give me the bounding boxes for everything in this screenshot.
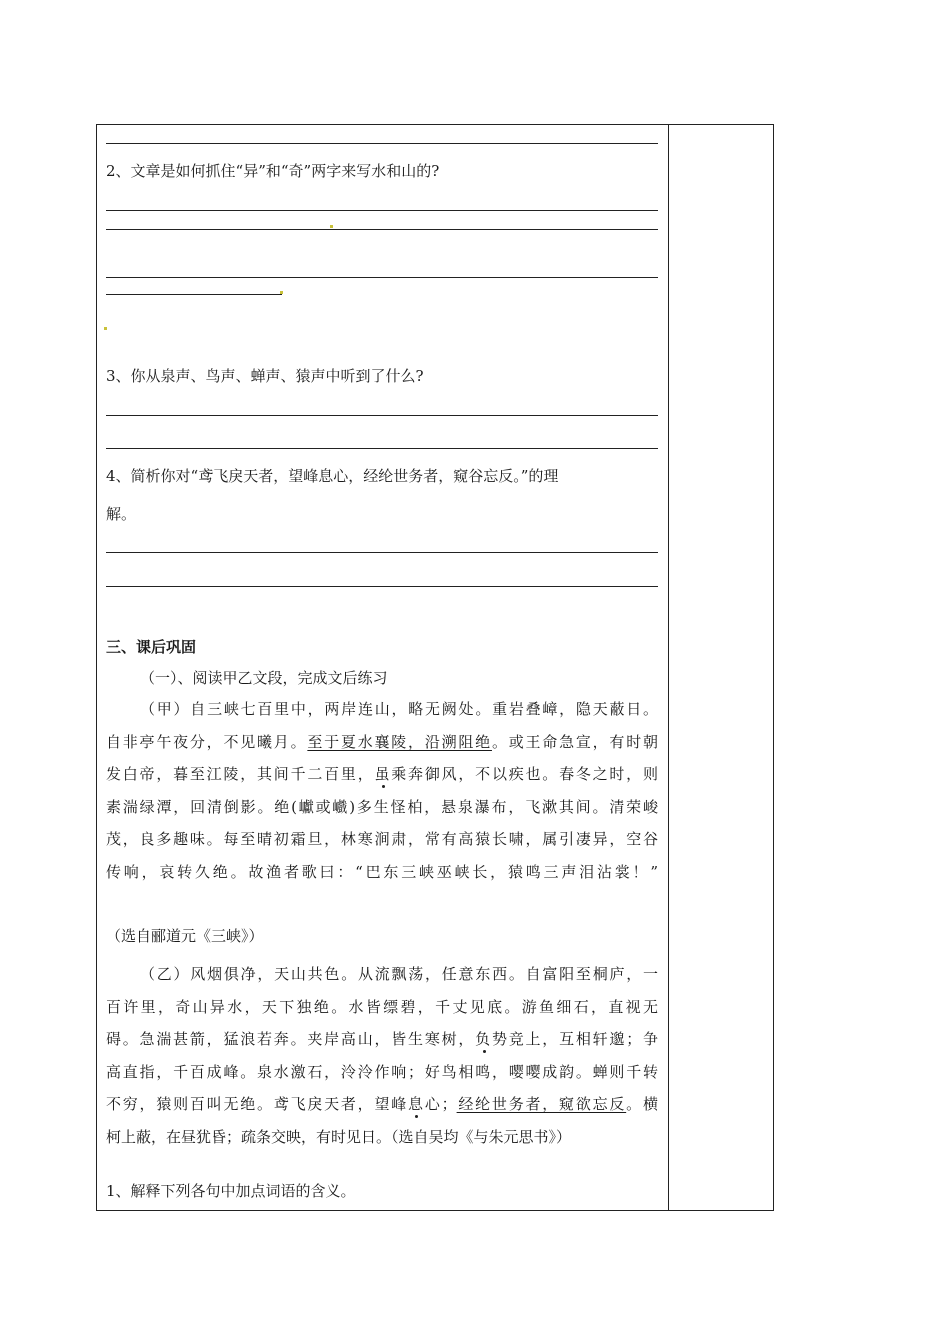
passage-line: 茂，良多趣味。每至晴初霜旦，林寒涧肃，常有高猿长啸，属引凄异，空谷 <box>106 830 658 848</box>
passage-line: 高直指，千百成峰。泉水激石，泠泠作响；好鸟相鸣，嘤嘤成韵。蝉则千转 <box>106 1062 658 1081</box>
passage-line <box>106 1023 658 1056</box>
answer-line <box>106 210 658 211</box>
answer-line <box>106 448 658 449</box>
passage-line: 百许里，奇山异水，天下独绝。水皆缥碧，千丈见底。游鱼细石，直视无 <box>106 997 658 1016</box>
passage-line: 素湍绿潭，回清倒影。绝(巘或巇)多生怪柏，悬泉瀑布，飞漱其间。清荣峻 <box>106 797 658 816</box>
dotted-character: 负 <box>475 1030 492 1048</box>
underlined-text: 经纶世务者，窥欲忘反 <box>456 1095 627 1113</box>
table-column-divider <box>668 124 669 1211</box>
section-heading: 三、课后巩固 <box>106 638 197 656</box>
passage-line <box>106 758 658 791</box>
section-subheading: （一）、阅读甲乙文段，完成文后练习 <box>140 669 388 687</box>
answer-line <box>106 415 658 416</box>
question-2: 2、文章是如何抓住“异”和“奇”两字来写水和山的? <box>106 162 440 180</box>
text-run: 心； <box>424 1095 457 1113</box>
passage-line: 柯上蔽，在昼犹昏；疏条交映，有时见日。（选自吴均《与朱元思书》） <box>106 1127 572 1146</box>
text-run: 乘奔御风，不以疾也。春冬之时，则 <box>391 765 658 783</box>
answer-line <box>106 277 658 278</box>
text-run: 。横 <box>626 1095 658 1113</box>
text-run: 发白帝，暮至江陵，其间千二百里， <box>106 765 375 783</box>
dotted-character: 虽 <box>374 765 392 783</box>
answer-line <box>106 294 282 295</box>
text-run: 碍。急湍甚箭，猛浪若奔。夹岸高山，皆生寒树， <box>106 1030 476 1048</box>
passage-source: （选自郦道元《三峡》） <box>106 927 264 945</box>
exercise-question-1: 1、解释下列各句中加点词语的含义。 <box>106 1182 356 1200</box>
ink-mark <box>104 327 107 330</box>
text-run: 不穷，猿则百叫无绝。鸢飞戾天者，望峰 <box>106 1095 409 1113</box>
text-run: 势竞上，互相轩邈；争 <box>491 1030 658 1048</box>
passage-line <box>106 1088 658 1121</box>
ink-mark <box>280 291 283 294</box>
text-run: 自非亭午夜分，不见曦月。 <box>106 732 308 751</box>
answer-line <box>106 229 658 230</box>
passage-yi <box>106 958 658 1153</box>
ink-mark <box>330 225 333 228</box>
question-4-line1: 4、简析你对“鸢飞戾天者，望峰息心，经纶世务者，窥谷忘反。”的理 <box>106 467 559 485</box>
dotted-character: 息 <box>408 1095 425 1113</box>
answer-line <box>106 552 658 553</box>
passage-line <box>106 726 658 759</box>
question-3: 3、你从泉声、鸟声、蝉声、猿声中听到了什么? <box>106 367 424 385</box>
passage-jia <box>106 693 658 888</box>
passage-line: 传响，哀转久绝。故渔者歌曰：“巴东三峡巫峡长，猿鸣三声泪沾裳！” <box>106 862 658 881</box>
underlined-text: 至于夏水襄陵，沿溯阻绝 <box>307 732 492 751</box>
passage-line: （乙）风烟俱净，天山共色。从流飘荡，任意东西。自富阳至桐庐，一 <box>140 965 658 983</box>
text-run: 。或王命急宣，有时朝 <box>491 732 658 751</box>
answer-line <box>106 586 658 587</box>
answer-line <box>106 143 658 144</box>
question-4-line2: 解。 <box>106 505 137 523</box>
passage-line: （甲）自三峡七百里中，两岸连山，略无阙处。重岩叠嶂，隐天蔽日。 <box>140 700 658 718</box>
